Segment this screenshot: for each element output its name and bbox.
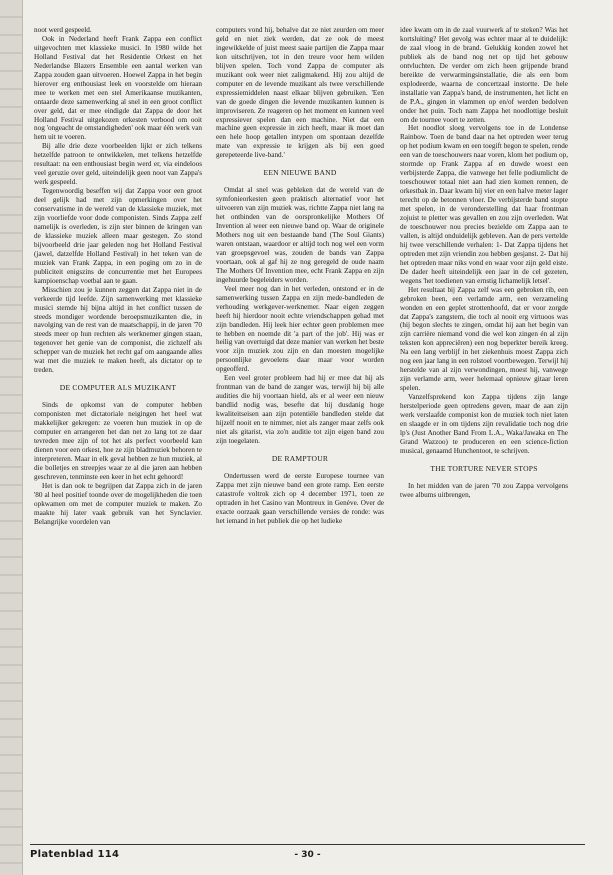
section-heading: THE TORTURE NEVER STOPS [430, 463, 538, 473]
column-1 [34, 26, 202, 834]
paragraph: noot werd gespeeld. [34, 26, 92, 34]
paragraph: Ondertussen werd de eerste Europese tournee van Zappa met zijn nieuwe band een grote ramp. Een eerste catastrofe voltrok zich op 4 december 1971, toen ze optraden in het Casino van Montreux in Genève. Over de exacte oorzaak gaan verschillende versies de ronde: was het iemand in het publiek die op het ludieke [216, 471, 384, 525]
paragraph: Vanzelfsprekend kon Zappa tijdens zijn lange herstelperiode geen optredens geven, maar de aan zijn werk verslaafde componist kon de muziek toch niet laten en slaagde er in om tijdens zijn revalidatie toch nog drie lp's (Just Another Band From L.A., Waka/Jawaka en The Grand Wazzoo) te produceren en een science-fiction musical, genaamd Hunchentoot, te schrijven. [400, 393, 568, 455]
paragraph: In het midden van de jaren '70 zou Zappa vervolgens twee albums uitbrengen, [400, 481, 568, 499]
page-footer [30, 844, 585, 866]
paragraph: idee kwam om in de zaal vuurwerk af te steken? Was het kortsluiting? Het gevolg was echter maar al te duidelijk: de zaal vloog in de brand. Gelukkig konden zowel het publiek als de band nog net op tijd het gebouw ontvluchten. De verder om zich heen grijpende brand bereikte de verwarmingsinstallatie, die als een bom explodeerde, waarna de concertzaal instortte. De hele installatie van Zappa's band, de instrumenten, het licht en de P.A., gingen in vlammen op en/of werden bedolven onder het puin. Toch nam Zappa het noodlottige besluit om de tournee voort te zetten. [400, 26, 568, 124]
paragraph: computers vond hij, behalve dat ze niet zeurden om meer geld en niet ziek werden, dat ze ook de meest ingewikkelde of juist meest saaie partijen die Zappa maar kon uitschrijven, tot in den treure voor hem wilden blijven spelen. Toch vond Zappa de computer als muzikant ook weer niet zaligmakend. Hij zou altijd de computer en de levende muzikant als twee verschillende expressiemiddelen naast elkaar blijven gebruiken. 'Een van de goede dingen die levende muzikanten kunnen is improviseren. Ze reageren op het moment en kunnen veel expressiever spelen dan een machine. Niet dat een machine geen expressie in zich heeft, maar ik moet dan een hele hoop getallen intypen om spontaan dezelfde mate van expressie te krijgen als bij een goed gerepeteerde live-band.' [216, 26, 384, 160]
paragraph: Ook in Nederland heeft Frank Zappa een conflict uitgevochten met klassieke musici. In 1980 wilde het Holland Festival dat het Residentie Orkest en het Nederlandse Blazers Ensemble een aantal werken van Zappa zouden gaan uitvoeren. Hoewel Zappa in het begin hierover erg enthousiast leek en voorstelde om hieraan mee te werken met een stel Amerikaanse muzikanten, ontaarde deze samenwerking al snel in een groot conflict over geld, dat er mee eindigde dat Zappa de door het Holland Festival uitgekozen orkesten verbood om ooit nog 'ongeacht de omstandigheden' ook maar één werk van hem uit te voeren. [34, 34, 202, 142]
paragraph: Het resultaat bij Zappa zelf was een gebroken rib, een gebroken been, een verlamde arm, een verzameling wonden en een geplet strottenhoofd, dat er voor zorgde dat Zappa's zangstem, die toch al nooit erg virtuoos was (hij begon slechts te zingen, omdat hij aan het begin van zijn carrière niemand vond die wel kon zingen én al zijn teksten kon appreciëren) een nog beperkter bereik kreeg. Na een lang verblijf in het ziekenhuis moest Zappa zich nog een jaar lang in een rolstoel voortbewegen. Terwijl hij herstelde van al zijn verwondingen, moest hij, vanwege zijn verlamde arm, weer helemaal opnieuw gitaar leren spelen. [400, 285, 568, 393]
column-2 [216, 26, 384, 834]
paragraph: Het noodlot sloeg vervolgens toe in de Londense Rainbow. Toen de band daar na het optreden weer terug op het podium kwam en een toegift begon te spelen, rende een van de toeschouwers naar voren, klom het podium op, stormde op Frank Zappa af en duwde woest een verbijsterde Zappa, die vanwege het felle podiumlicht de toeschouwer totaal niet aan had zien komen rennen, de orkestbak in. Daar kwam hij vier en een halve meter lager terecht op de betonnen vloer. De verbijsterde band stopte met spelen, in de veronderstelling dat haar frontman zojuist te pletter was gevallen en zou zijn overleden. Wat de toeschouwer nou precies bezielde om Zappa aan te vallen, is altijd onduidelijk gebleven. Aan de pers vertelde hij twee verschillende verhalen: 1- Dat Zappa tijdens het optreden met zijn vriendin zou hebben gesjanst. 2- Dat hij het optreden maar niks vond en waar voor zijn geld eiste. De dader heeft uiteindelijk een jaar in de cel gezeten, wegens 'het toedienen van ernstig lichamelijk letsel'. [400, 124, 568, 285]
paragraph: Misschien zou je kunnen zeggen dat Zappa niet in de verkeerde tijd leefde. Zijn samenwerking met klassieke musici stemde hij bijna altijd in het conflict tussen de steeds mondiger wordende beroepsmuzikanten die, in navolging van de rest van de maatschappij, in de jaren '70 steeds meer op hun rechten als werknemer gingen staan, tegenover het genie van de componist, die zichzelf als schepper van de muziek het recht gaf om aangaande alles wat met die muziek te maken heeft, als dictator op te treden. [34, 285, 202, 375]
column-3 [400, 26, 568, 834]
binding-edge [0, 0, 23, 875]
paragraph: Een veel groter probleem had hij er mee dat hij als frontman van de band de zanger was, terwijl hij bij alle audities die hij voortaan hield, als er al weer een nieuw bandlid nodig was, besefte dat hij dusdanig hoge kwaliteitseisen aan zijn potentiële bandleden stelde dat hijzelf nooit en te nimmer, niet als zanger maar zelfs ook niet als gitarist, via zo'n auditie tot zijn eigen band zou zijn toegelaten. [216, 374, 384, 445]
paragraph: Veel meer nog dan in het verleden, ontstond er in de samenwerking tussen Zappa en zijn mede-bandleden de verhouding werkgever-werknemer. Naar eigen zeggen heeft hij hierdoor nooit echte vriendschappen gehad met zijn bandleden. Hij leek hier echter geen problemen mee te hebben en noemde dit 'a part of the job'. Hij was er heilig van overtuigd dat deze manier van werken het beste voor zijn muziek zou zijn en dan moesten mogelijke persoonlijke gevoelens daar maar voor worden opgeofferd. [216, 284, 384, 374]
footer-rule [30, 844, 585, 845]
section-heading: DE RAMPTOUR [271, 453, 329, 463]
paragraph: Omdat al snel was gebleken dat de wereld van de symfonieorkesten geen praktisch alternatief voor het uitvoeren van zijn muziek was, richtte Zappa niet lang na het ontbinden van de oorspronkelijke Mothers Of Invention al weer een nieuwe band op. Waar de originele Mothers nog uit een bestaande band (The Soul Giants) waren ontstaan, waardoor er altijd toch nog wel een vorm van groepsgevoel was, zouden de bands van Zappa voortaan, ook al gaf hij ze nog geregeld de oude naam The Mothers Of Invention mee, echt Frank Zappa en zijn ingehuurde begeleiders worden. [216, 186, 384, 284]
section-heading: EEN NIEUWE BAND [263, 168, 337, 178]
paragraph: Tegenwoordig beseffen wij dat Zappa voor een groot deel gelijk had met zijn opmerkingen over het conservatisme in de wereld van de klassieke muziek, met zijn voorliefde voor dode componisten. Sinds Zappa zelf namelijk is overleden, is zijn ster binnen de kringen van de klassieke muziek alleen maar gestegen. Zo stond bijvoorbeeld drie jaar geleden nog het Holland Festival (jawel, datzelfde Holland Festival) in het teken van de muziek van Frank Zappa, in een poging om zo in de publiciteit enigszins de concurrentie met het Europees kampioenschap voetbal aan te gaan. [34, 187, 202, 285]
page-number: - 30 - [294, 850, 321, 860]
paragraph: Sinds de opkomst van de computer hebben componisten met dictatoriale neigingen het heel wat makkelijker gekregen: ze voeren hun muziek in op de computer en arrangeren het dan net zo lang tot ze daar tevreden mee zijn of tot het als perfect voorbeeld kan dienen voor een orkest, hoe ze zijn bladmuziek behoren te interpreteren. Maar in elk geval hebben ze hun muziek, al die bolletjes en streepjes waar ze al die jaren aan hebben geschreven, tenminste een keer in het echt gehoord! [34, 401, 202, 481]
paragraph: Bij alle drie deze voorbeelden lijkt er zich telkens hetzelfde patroon te ontwikkelen, met telkens hetzelfde resultaat: na een enthousiast begin werd er, via eindeloos veel geruzie over geld, uiteindelijk geen noot van Zappa's werk gespeeld. [34, 142, 202, 187]
section-heading: DE COMPUTER ALS MUZIKANT [59, 383, 177, 393]
paragraph: Het is dan ook te begrijpen dat Zappa zich in de jaren '80 al heel positief toonde over de mogelijkheden die toen opkwamen om met de computer muziek te maken. Zo maakte hij later vaak gebruik van het Synclavier. Belangrijke voordelen van [34, 481, 202, 526]
magazine-name: Platenblad 114 [30, 849, 120, 860]
